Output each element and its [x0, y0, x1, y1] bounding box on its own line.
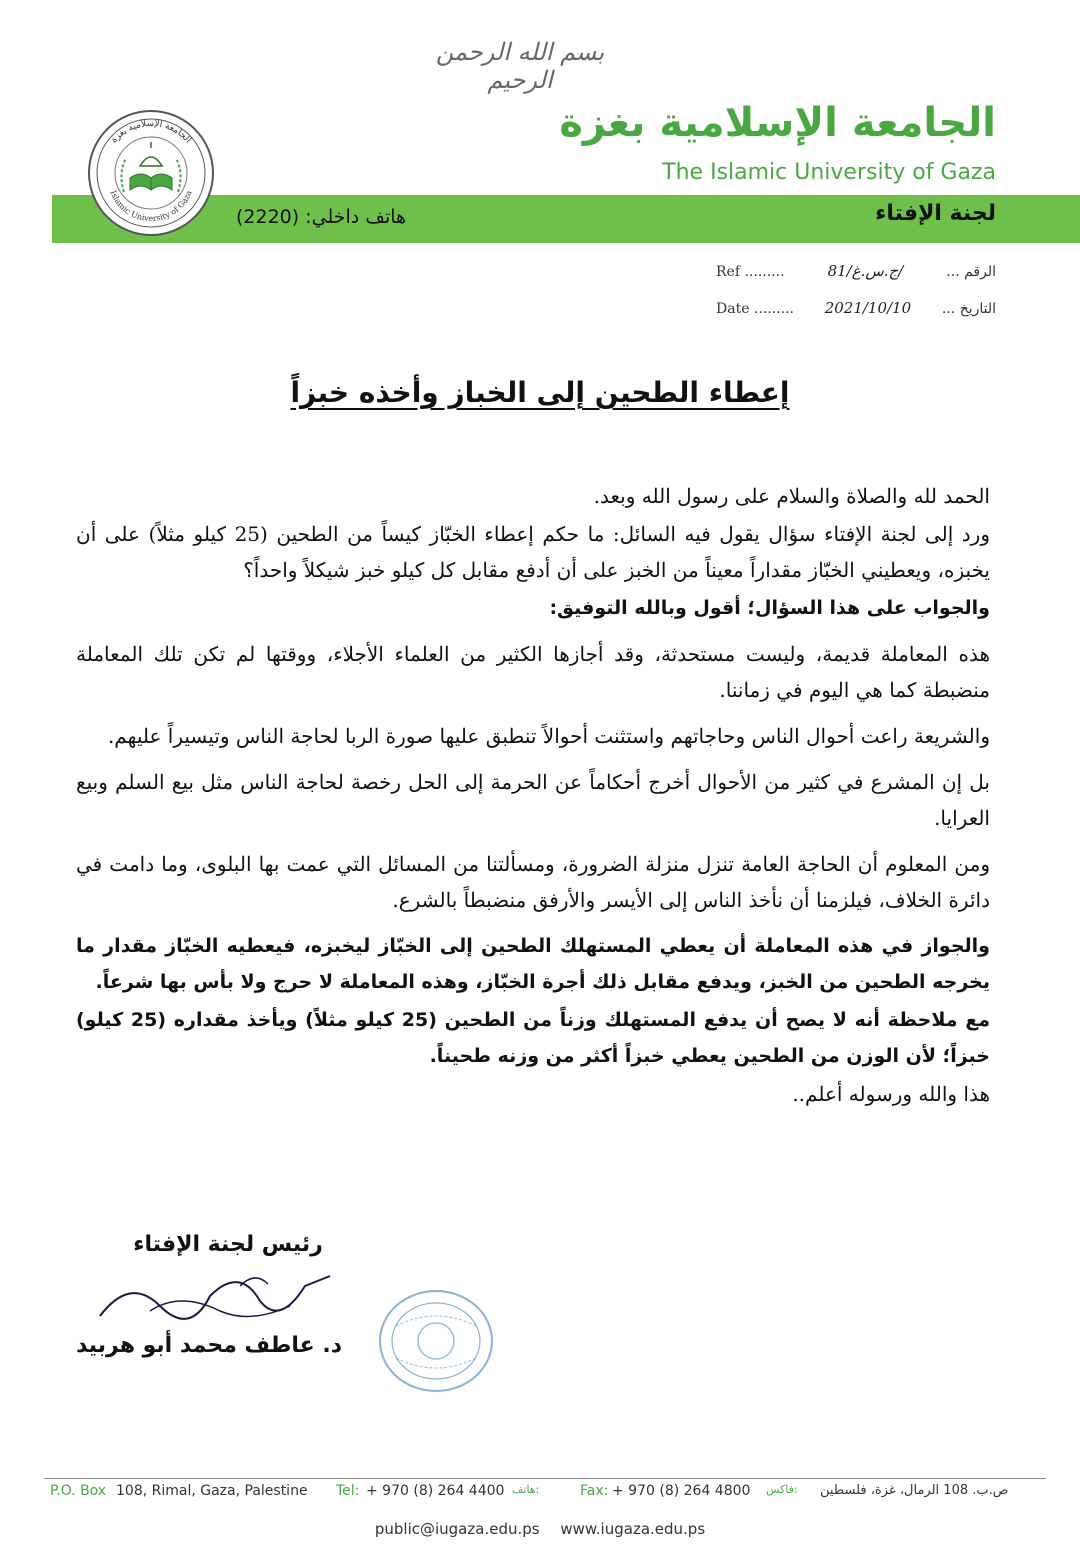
body-paragraph: ومن المعلوم أن الحاجة العامة تنزل منزلة الضرورة، ومسألتنا من المسائل التي عمت بها البلوى، وما دامت في دائرة الخلاف، فيلزمنا أن نأخذ الناس إلى الأيسر والأرفق منضبطاً بالشرع.	[76, 852, 990, 912]
body-opening: الحمد لله والصلاة والسلام على رسول الله وبعد.	[593, 484, 990, 508]
ref-label-en: Ref .........	[716, 264, 785, 280]
date-label-en: Date .........	[716, 301, 794, 317]
date-value: 2021/10/10	[824, 299, 912, 317]
po-box-label: P.O. Box	[50, 1483, 107, 1499]
fatwa-body	[76, 478, 990, 1122]
university-seal-icon	[86, 108, 216, 238]
phone-label: هاتف داخلي:	[305, 206, 407, 228]
footer-divider	[44, 1478, 1046, 1479]
date-line	[716, 299, 996, 317]
basmala: بسم الله الرحمن الرحيم	[435, 38, 605, 94]
address-ar: ص.ب. 108 الرمال، غزة، فلسطين	[820, 1483, 1009, 1498]
seal-text-arabic: الجامعة الإسلامية بغزة	[109, 118, 193, 146]
body-ruling: والجواز في هذه المعاملة أن يعطي المستهلك الطحين إلى الخبّاز ليخبزه، فيعطيه الخبّاز مقدار ما يخرجه الطحين من الخبز، ويدفع مقابل ذلك أجرة الخبّاز، وهذه المعاملة لا حرج ولا بأس بها شرعاً.	[76, 935, 990, 993]
reference-line	[716, 262, 996, 280]
internal-phone	[236, 206, 406, 228]
seal-text-english: Islamic University of Gaza	[108, 189, 194, 224]
university-name-arabic: الجامعة الإسلامية بغزة	[559, 100, 996, 146]
footer-contact	[44, 1483, 1046, 1511]
tel-number: + 970 (8) 264 4400	[366, 1483, 505, 1499]
body-paragraph: بل إن المشرع في كثير من الأحوال أخرج أحكاماً عن الحرمة إلى الحل رخصة لحاجة الناس مثل بيع السلم وبيع العرايا.	[76, 770, 990, 830]
signatory-name: د. عاطف محمد أبو هربيد	[76, 1333, 342, 1358]
handwritten-signature-icon	[90, 1256, 340, 1336]
body-question: ورد إلى لجنة الإفتاء سؤال يقول فيه السائل: ما حكم إعطاء الخبّاز كيساً من الطحين (25 كيلو مثلاً) على أن يخبزه، ويعطيني الخبّاز مقداراً معيناً من الخبز على أن أدفع مقابل كل كيلو خبز شيكلاً واحداً؟	[76, 522, 990, 582]
body-answer-intro: والجواب على هذا السؤال؛ أقول وبالله التوفيق:	[549, 597, 990, 619]
fax-number: + 970 (8) 264 4800	[612, 1483, 751, 1499]
body-paragraph: هذه المعاملة قديمة، وليست مستحدثة، وقد أجازها الكثير من العلماء الأجلاء، ووقتها لم تكن تلك المعاملة منضبطة كما هي اليوم في زماننا.	[76, 642, 990, 702]
body-paragraph: والشريعة راعت أحوال الناس وحاجاتهم واستثنت أحوالاً تنطبق عليها صورة الربا لحاجة الناس وتيسيراً عليهم.	[107, 724, 990, 748]
address-en: 108, Rimal, Gaza, Palestine	[116, 1483, 308, 1499]
body-closing: هذا والله ورسوله أعلم..	[792, 1082, 990, 1106]
official-stamp-icon	[376, 1286, 496, 1396]
ref-label-ar: الرقم ...	[946, 264, 996, 280]
date-label-ar: التاريخ ...	[941, 301, 996, 317]
phone-extension: (2220)	[236, 206, 300, 228]
signatory-title: رئيس لجنة الإفتاء	[133, 1232, 323, 1257]
website-link[interactable]: www.iugaza.edu.ps	[560, 1520, 706, 1538]
fax-label: Fax:	[580, 1483, 609, 1499]
tel-label-ar: هاتف:	[512, 1483, 540, 1496]
fax-label-ar: فاكس:	[766, 1483, 798, 1496]
body-note: مع ملاحظة أنه لا يصح أن يدفع المستهلك وزناً من الطحين (25 كيلو مثلاً) ويأخذ مقداره (25 كيلو) خبزاً؛ لأن الوزن من الطحين يعطي خبزاً أكثر من وزنه طحيناً.	[76, 1009, 991, 1067]
footer-web	[0, 1520, 1080, 1538]
document-title: إعطاء الطحين إلى الخباز وأخذه خبزاً	[290, 376, 790, 409]
email-link[interactable]: public@iugaza.edu.ps	[374, 1520, 540, 1538]
committee-name: لجنة الإفتاء	[875, 201, 996, 226]
university-name-english: The Islamic University of Gaza	[662, 160, 996, 185]
ref-value: ج.س.غ/81/	[827, 262, 904, 280]
tel-label: Tel:	[336, 1483, 360, 1499]
